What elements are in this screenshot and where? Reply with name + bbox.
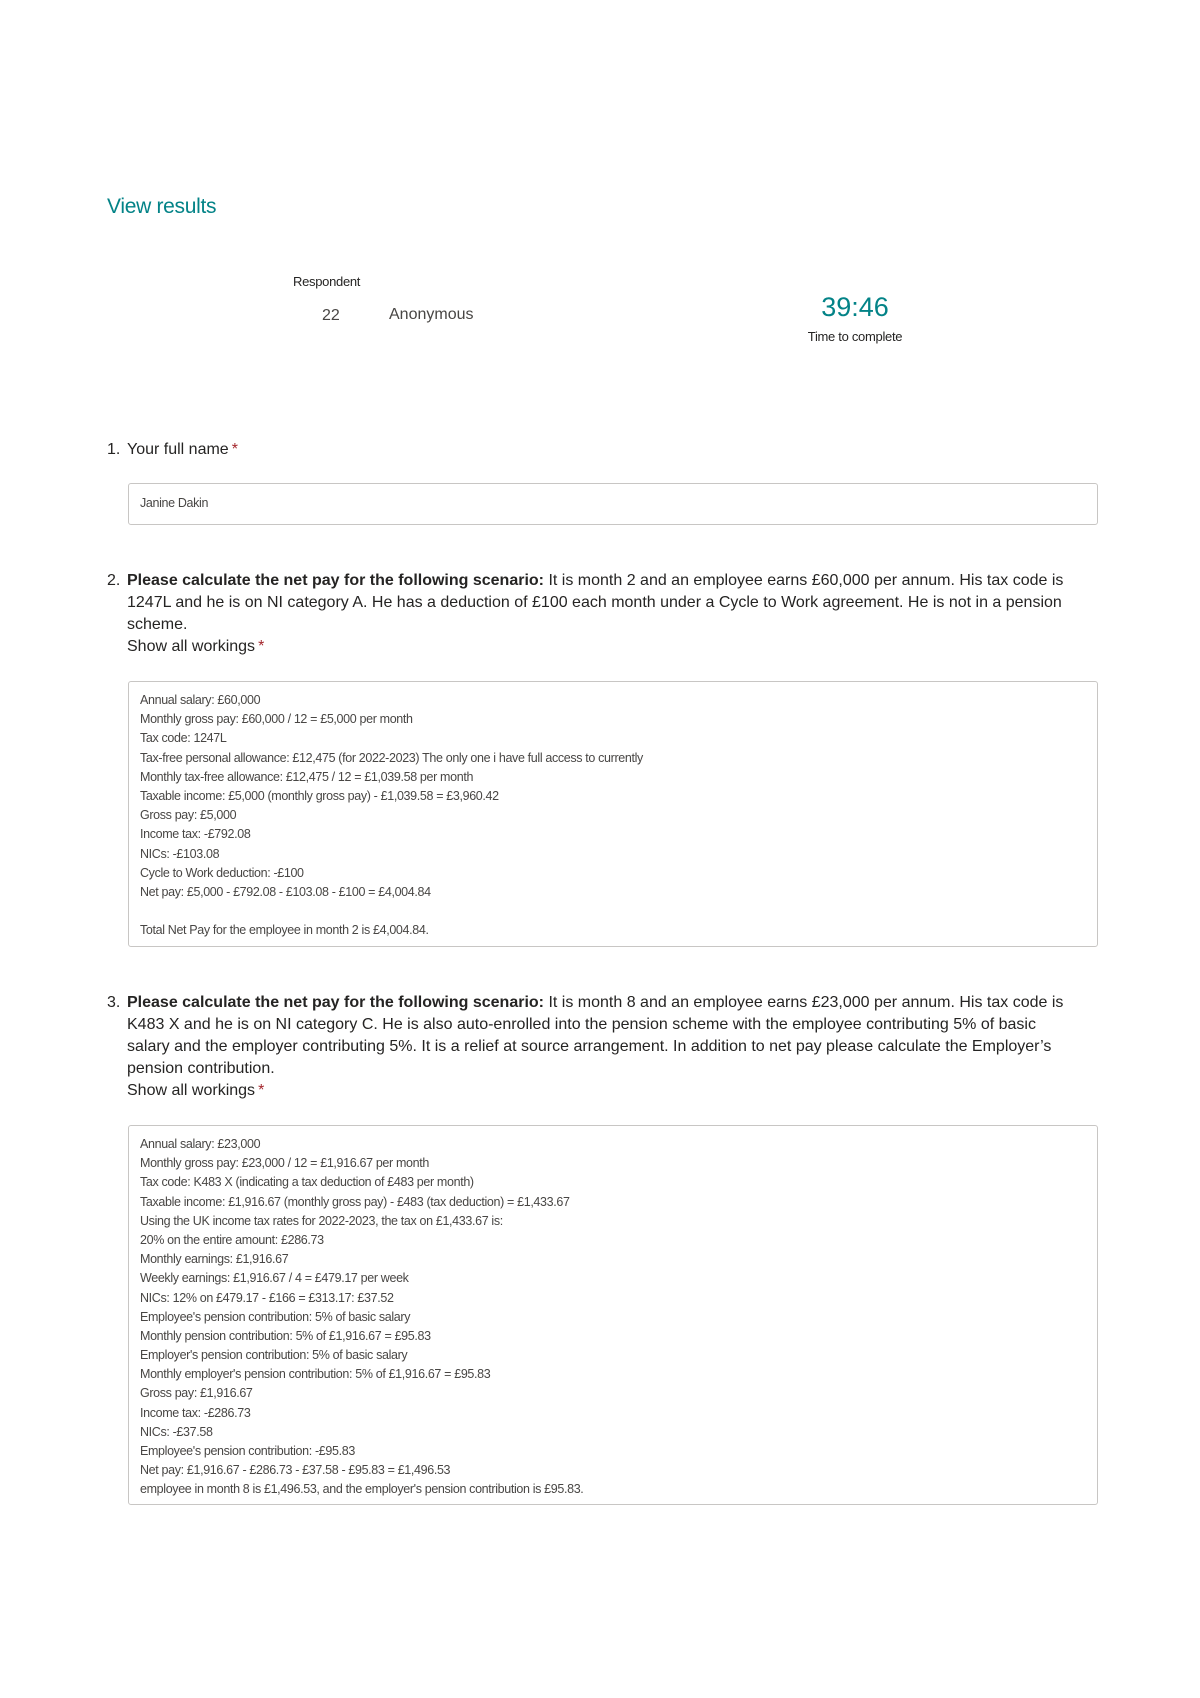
answer-line: Weekly earnings: £1,916.67 / 4 = £479.17 per week <box>140 1271 409 1286</box>
respondent-label: Respondent <box>293 274 361 289</box>
answer-line: Tax code: K483 X (indicating a tax deduction of £483 per month) <box>140 1175 474 1190</box>
answer-line: Using the UK income tax rates for 2022-2023, the tax on £1,433.67 is: <box>140 1213 503 1228</box>
answer-line: Janine Dakin <box>140 496 209 510</box>
answer-line: Employer's pension contribution: 5% of basic salary <box>140 1348 408 1363</box>
time-to-complete-value: 39:46 <box>821 292 889 322</box>
answer-line: Monthly employer's pension contribution: 5% of £1,916.67 = £95.83 <box>140 1367 491 1382</box>
answer-line: employee in month 8 is £1,496.53, and the employer's pension contribution is £95.83. <box>140 1482 584 1497</box>
answer-line-blank <box>140 902 1086 921</box>
answer-line: Monthly gross pay: £60,000 / 12 = £5,000 per month <box>140 712 413 727</box>
question-number: 1. <box>107 441 121 458</box>
answer-line: Monthly tax-free allowance: £12,475 / 12 = £1,039.58 per month <box>140 769 474 784</box>
page-title: View results <box>107 195 217 218</box>
question-number: 2. <box>107 572 121 589</box>
required-marker: * <box>258 638 265 655</box>
answer-box-2 <box>128 681 1098 947</box>
answer-line: Cycle to Work deduction: -£100 <box>140 865 304 880</box>
answer-line: Income tax: -£792.08 <box>140 827 251 842</box>
respondent-name: Anonymous <box>389 306 474 323</box>
answer-line: Net pay: £1,916.67 - £286.73 - £37.58 - £95.83 = £1,496.53 <box>140 1463 451 1478</box>
answer-line: NICs: -£37.58 <box>140 1424 213 1439</box>
answer-line: 20% on the entire amount: £286.73 <box>140 1232 324 1247</box>
answer-line: Monthly gross pay: £23,000 / 12 = £1,916.67 per month <box>140 1156 429 1171</box>
answer-line: Tax code: 1247L <box>140 731 227 746</box>
question-2 <box>107 570 1082 658</box>
question-1 <box>107 439 1082 461</box>
answer-line: Net pay: £5,000 - £792.08 - £103.08 - £100 = £4,004.84 <box>140 884 431 899</box>
required-marker: * <box>231 441 238 458</box>
answer-line: Employee's pension contribution: -£95.83 <box>140 1444 355 1458</box>
question-3 <box>107 992 1082 1102</box>
question-text: Your full name <box>127 441 229 458</box>
question-subtext: Show all workings <box>127 1082 256 1099</box>
question-bold-text: Please calculate the net pay for the following scenario: <box>127 994 544 1011</box>
answer-line: Income tax: -£286.73 <box>140 1405 251 1420</box>
answer-line: Employee's pension contribution: 5% of basic salary <box>140 1309 411 1324</box>
answer-line: Taxable income: £1,916.67 (monthly gross pay) - £483 (tax deduction) = £1,433.67 <box>140 1194 570 1209</box>
answer-line: NICs: 12% on £479.17 - £166 = £313.17: £37.52 <box>140 1290 394 1305</box>
answer-line: Gross pay: £5,000 <box>140 808 237 823</box>
answer-box-1 <box>128 483 1098 525</box>
respondent-id: 22 <box>322 307 340 324</box>
answer-line: Total Net Pay for the employee in month 2 is £4,004.84. <box>140 923 429 938</box>
answer-line: NICs: -£103.08 <box>140 846 220 861</box>
question-subtext: Show all workings <box>127 638 256 655</box>
answer-line: Annual salary: £60,000 <box>140 693 261 707</box>
answer-line: Gross pay: £1,916.67 <box>140 1386 253 1401</box>
answer-box-3 <box>128 1125 1098 1505</box>
answer-line: Monthly earnings: £1,916.67 <box>140 1252 289 1267</box>
answer-line: Annual salary: £23,000 <box>140 1137 261 1151</box>
question-text: It is month 2 and an employee earns £60,000 per annum. His tax code is 1247L and he is on NI category A. He has a deduction of £100 each month under a Cycle to Work agreement. He is not in a pension scheme. <box>127 572 1064 633</box>
answer-line: Taxable income: £5,000 (monthly gross pay) - £1,039.58 = £3,960.42 <box>140 788 499 803</box>
answer-line: Monthly pension contribution: 5% of £1,916.67 = £95.83 <box>140 1328 431 1343</box>
time-to-complete-label: Time to complete <box>807 329 903 344</box>
question-number: 3. <box>107 994 121 1011</box>
answer-line: Tax-free personal allowance: £12,475 (for 2022-2023) The only one i have full access to currently <box>140 750 643 765</box>
question-text: It is month 8 and an employee earns £23,000 per annum. His tax code is K483 X and he is on NI category C. He is also auto-enrolled into the pension scheme with the employee contributing 5% of basic salary and the employer contributing 5%. It is a relief at source arrangement. In addition to net pay please calculate the Employer’s pension contribution. <box>127 994 1064 1077</box>
question-bold-text: Please calculate the net pay for the following scenario: <box>127 572 544 589</box>
required-marker: * <box>258 1082 265 1099</box>
